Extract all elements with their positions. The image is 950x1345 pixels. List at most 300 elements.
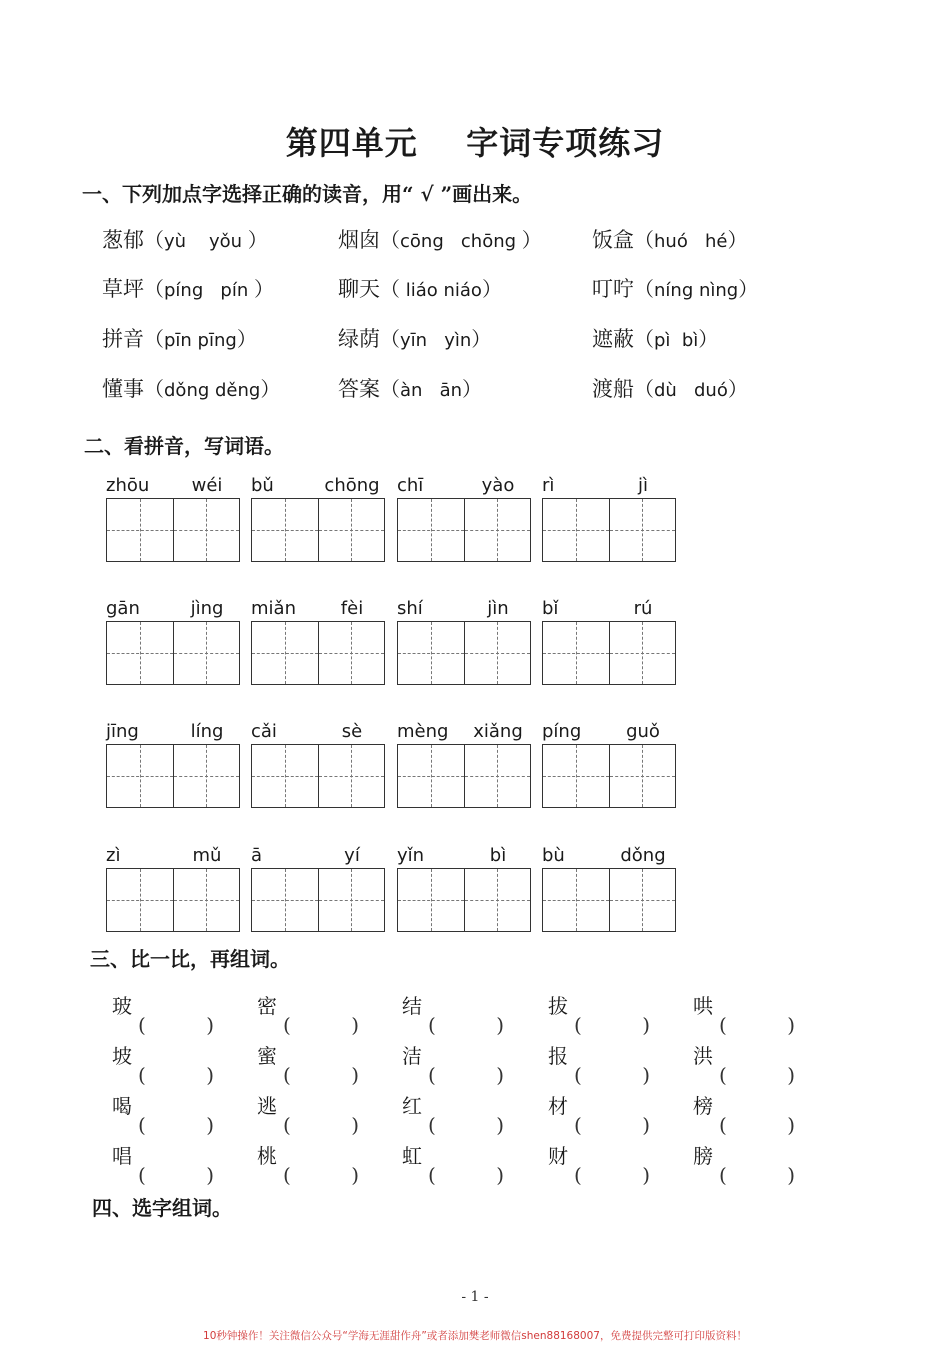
character: 叮 xyxy=(592,277,613,301)
tianzige-cell xyxy=(609,869,676,931)
writing-grid xyxy=(397,498,531,562)
left-paren: （ xyxy=(380,228,400,252)
pinyin-syllable: jīng xyxy=(106,721,139,742)
pinyin-choice-item xyxy=(338,224,542,254)
pinyin-row xyxy=(106,718,240,744)
guide-line-vertical xyxy=(285,869,286,931)
word-formation-item xyxy=(402,1040,504,1087)
pinyin-options: dù duó xyxy=(654,380,728,401)
section-4-title: 四、选字组词。 xyxy=(92,1196,232,1220)
word-formation-item xyxy=(257,1040,359,1087)
guide-line-vertical xyxy=(431,622,432,684)
tianzige-cell xyxy=(398,745,464,807)
pinyin-syllable: chī xyxy=(397,475,424,496)
right-paren: ) xyxy=(642,1163,650,1187)
right-paren: ) xyxy=(642,1013,650,1037)
pinyin-choice-item xyxy=(102,373,280,403)
left-paren: ( xyxy=(138,1163,146,1187)
character: 洪 xyxy=(693,1044,713,1068)
pinyin-syllable: píng xyxy=(542,721,582,742)
tianzige-cell xyxy=(252,869,318,931)
word xyxy=(102,273,144,303)
tianzige-cell xyxy=(543,499,609,561)
pinyin-row xyxy=(542,718,676,744)
left-paren: ( xyxy=(428,1163,436,1187)
guide-line-vertical xyxy=(351,745,352,807)
word-formation-item xyxy=(112,990,214,1037)
character: 遮 xyxy=(592,327,613,351)
word-formation-item xyxy=(548,990,650,1037)
left-paren: ( xyxy=(283,1113,291,1137)
tianzige-cell xyxy=(398,869,464,931)
character: 答 xyxy=(338,377,359,401)
guide-line-vertical xyxy=(285,745,286,807)
pinyin-options: yù yǒu xyxy=(164,231,248,252)
tianzige-cell xyxy=(464,622,531,684)
pinyin-syllable: bǔ xyxy=(251,475,274,496)
pinyin-row xyxy=(251,842,385,868)
pinyin-syllable: shí xyxy=(397,598,423,619)
left-paren: ( xyxy=(574,1163,582,1187)
word-formation-item xyxy=(402,1090,504,1137)
character: 音 xyxy=(123,327,144,351)
guide-line-vertical xyxy=(431,745,432,807)
guide-line-vertical xyxy=(351,622,352,684)
character: 荫 xyxy=(359,327,380,351)
pinyin-syllable: bǐ xyxy=(542,598,559,619)
pinyin-row xyxy=(106,595,240,621)
word xyxy=(338,323,380,353)
pinyin-row xyxy=(106,472,240,498)
right-paren: ) xyxy=(787,1113,795,1137)
character: 拔 xyxy=(548,994,568,1018)
left-paren: （ xyxy=(380,327,400,351)
character: 咛 xyxy=(613,277,634,301)
right-paren: ） xyxy=(471,327,492,351)
left-paren: ( xyxy=(719,1063,727,1087)
footer-note: 10秒钟操作！关注微信公众号“学海无涯甜作舟”或者添加樊老师微信shen88168007，免费提供完整可打印版资料！ xyxy=(203,1330,747,1342)
word-formation-item xyxy=(693,1090,795,1137)
left-paren: ( xyxy=(428,1013,436,1037)
guide-line-vertical xyxy=(206,499,207,561)
character: 蜜 xyxy=(257,1044,277,1068)
pinyin-writing-group xyxy=(106,595,240,685)
word-formation-item xyxy=(693,1140,795,1187)
pinyin-row xyxy=(397,595,531,621)
pinyin-syllable: chōng xyxy=(324,475,380,496)
guide-line-vertical xyxy=(140,745,141,807)
pinyin-row xyxy=(251,472,385,498)
word xyxy=(102,224,144,254)
pinyin-options: dǒng děng xyxy=(164,380,261,401)
writing-grid xyxy=(106,498,240,562)
character: 葱 xyxy=(102,228,123,252)
left-paren: （ xyxy=(144,327,164,351)
pinyin-options: níng nìng xyxy=(654,280,739,301)
pinyin-options: píng pín xyxy=(164,280,254,301)
left-paren: （ xyxy=(380,277,400,301)
pinyin-writing-group xyxy=(397,472,531,562)
tianzige-cell xyxy=(609,622,676,684)
tianzige-cell xyxy=(173,499,240,561)
tianzige-cell xyxy=(173,869,240,931)
pinyin-syllable: fèi xyxy=(340,598,364,619)
word xyxy=(102,323,144,353)
writing-grid xyxy=(251,498,385,562)
left-paren: ( xyxy=(428,1063,436,1087)
left-paren: ( xyxy=(138,1013,146,1037)
character: 玻 xyxy=(112,994,132,1018)
pinyin-options: pì bì xyxy=(654,330,699,351)
tianzige-cell xyxy=(173,745,240,807)
tianzige-cell xyxy=(107,745,173,807)
pinyin-row xyxy=(397,842,531,868)
right-paren: ） xyxy=(698,327,719,351)
pinyin-syllable: rì xyxy=(542,475,555,496)
pinyin-choice-item xyxy=(102,323,257,353)
left-paren: ( xyxy=(574,1113,582,1137)
pinyin-syllable: rú xyxy=(633,598,653,619)
pinyin-syllable: guǒ xyxy=(626,721,660,742)
pinyin-syllable: cǎi xyxy=(251,721,277,742)
word xyxy=(338,224,380,254)
guide-line-vertical xyxy=(351,869,352,931)
word-formation-item xyxy=(257,1090,359,1137)
pinyin-syllable: mèng xyxy=(397,721,449,742)
word xyxy=(338,373,380,403)
word-formation-item xyxy=(693,1040,795,1087)
character: 唱 xyxy=(112,1144,132,1168)
right-paren: ) xyxy=(206,1113,214,1137)
guide-line-vertical xyxy=(642,622,643,684)
writing-grid xyxy=(251,868,385,932)
pinyin-writing-group xyxy=(397,595,531,685)
character: 财 xyxy=(548,1144,568,1168)
right-paren: ） xyxy=(727,377,748,401)
word xyxy=(592,224,634,254)
character: 囱 xyxy=(359,228,380,252)
character: 船 xyxy=(613,377,634,401)
right-paren: ) xyxy=(351,1113,359,1137)
pinyin-syllable: jìn xyxy=(487,598,509,619)
word-formation-item xyxy=(112,1040,214,1087)
writing-grid xyxy=(542,868,676,932)
character: 膀 xyxy=(693,1144,713,1168)
pinyin-syllable: bì xyxy=(489,845,507,866)
character: 懂 xyxy=(102,377,123,401)
tianzige-cell xyxy=(543,869,609,931)
guide-line-vertical xyxy=(642,745,643,807)
word xyxy=(592,373,634,403)
left-paren: ( xyxy=(574,1063,582,1087)
pinyin-syllable: ā xyxy=(251,845,263,866)
pinyin-writing-group xyxy=(397,842,531,932)
tianzige-cell xyxy=(464,745,531,807)
character: 烟 xyxy=(338,228,359,252)
right-paren: ） xyxy=(738,277,759,301)
tianzige-cell xyxy=(464,869,531,931)
pinyin-syllable: yí xyxy=(344,845,360,866)
left-paren: ( xyxy=(283,1163,291,1187)
pinyin-writing-group xyxy=(542,472,676,562)
page-number: - 1 - xyxy=(461,1289,489,1305)
pinyin-writing-group xyxy=(106,472,240,562)
tianzige-cell xyxy=(107,622,173,684)
left-paren: ( xyxy=(719,1163,727,1187)
guide-line-vertical xyxy=(497,745,498,807)
pinyin-syllable: gān xyxy=(106,598,140,619)
character: 喝 xyxy=(112,1094,132,1118)
pinyin-syllable: xiǎng xyxy=(473,721,523,742)
guide-line-vertical xyxy=(497,499,498,561)
pinyin-choice-item xyxy=(592,224,747,254)
writing-grid xyxy=(251,621,385,685)
pinyin-row xyxy=(251,718,385,744)
right-paren: ） xyxy=(462,377,483,401)
left-paren: ( xyxy=(283,1013,291,1037)
writing-grid xyxy=(106,621,240,685)
guide-line-vertical xyxy=(576,622,577,684)
writing-grid xyxy=(106,868,240,932)
tianzige-cell xyxy=(107,869,173,931)
pinyin-syllable: zhōu xyxy=(106,475,150,496)
tianzige-cell xyxy=(464,499,531,561)
word-formation-item xyxy=(548,1140,650,1187)
right-paren: ） xyxy=(236,327,257,351)
pinyin-options: yīn yìn xyxy=(400,330,472,351)
word xyxy=(592,273,634,303)
right-paren: ) xyxy=(351,1163,359,1187)
pinyin-syllable: líng xyxy=(190,721,224,742)
character: 拼 xyxy=(102,327,123,351)
left-paren: （ xyxy=(144,377,164,401)
right-paren: ) xyxy=(787,1063,795,1087)
pinyin-syllable: mǔ xyxy=(192,845,222,866)
left-paren: ( xyxy=(138,1063,146,1087)
writing-grid xyxy=(542,498,676,562)
guide-line-vertical xyxy=(497,622,498,684)
pinyin-row xyxy=(542,472,676,498)
tianzige-cell xyxy=(107,499,173,561)
right-paren: ) xyxy=(496,1013,504,1037)
word-formation-item xyxy=(257,1140,359,1187)
right-paren: ) xyxy=(787,1163,795,1187)
guide-line-vertical xyxy=(140,622,141,684)
right-paren: ) xyxy=(496,1113,504,1137)
guide-line-vertical xyxy=(576,499,577,561)
guide-line-vertical xyxy=(206,622,207,684)
left-paren: ( xyxy=(428,1113,436,1137)
pinyin-options: àn ān xyxy=(400,380,463,401)
guide-line-vertical xyxy=(642,869,643,931)
pinyin-syllable: zì xyxy=(106,845,121,866)
pinyin-writing-group xyxy=(106,842,240,932)
pinyin-syllable: dǒng xyxy=(620,845,666,866)
right-paren: ) xyxy=(642,1113,650,1137)
guide-line-vertical xyxy=(140,869,141,931)
guide-line-vertical xyxy=(576,745,577,807)
pinyin-choice-item xyxy=(592,273,758,303)
left-paren: （ xyxy=(634,228,654,252)
left-paren: （ xyxy=(634,377,654,401)
guide-line-vertical xyxy=(351,499,352,561)
character: 蔽 xyxy=(613,327,634,351)
writing-grid xyxy=(542,621,676,685)
character: 逃 xyxy=(257,1094,277,1118)
tianzige-cell xyxy=(398,622,464,684)
right-paren: ） xyxy=(260,377,281,401)
pinyin-writing-group xyxy=(542,595,676,685)
right-paren: ) xyxy=(351,1013,359,1037)
pinyin-options: liáo niáo xyxy=(400,280,482,301)
pinyin-choice-item xyxy=(338,323,491,353)
tianzige-cell xyxy=(252,745,318,807)
pinyin-writing-group xyxy=(542,842,676,932)
tianzige-cell xyxy=(252,622,318,684)
pinyin-syllable: yào xyxy=(481,475,515,496)
pinyin-row xyxy=(397,718,531,744)
pinyin-writing-group xyxy=(251,595,385,685)
pinyin-syllable: bù xyxy=(542,845,565,866)
pinyin-writing-group xyxy=(397,718,531,808)
character: 案 xyxy=(359,377,380,401)
character: 虹 xyxy=(402,1144,422,1168)
pinyin-choice-item xyxy=(102,273,274,303)
word-formation-item xyxy=(402,990,504,1037)
tianzige-cell xyxy=(318,869,385,931)
right-paren: ) xyxy=(496,1063,504,1087)
guide-line-vertical xyxy=(642,499,643,561)
character: 天 xyxy=(359,277,380,301)
pinyin-row xyxy=(542,842,676,868)
pinyin-syllable: yǐn xyxy=(397,845,425,866)
guide-line-vertical xyxy=(431,869,432,931)
right-paren: ) xyxy=(496,1163,504,1187)
writing-grid xyxy=(397,621,531,685)
character: 盒 xyxy=(613,228,634,252)
left-paren: ( xyxy=(138,1113,146,1137)
left-paren: （ xyxy=(380,377,400,401)
guide-line-vertical xyxy=(140,499,141,561)
character: 郁 xyxy=(123,228,144,252)
guide-line-vertical xyxy=(206,745,207,807)
pinyin-syllable: sè xyxy=(341,721,363,742)
character: 草 xyxy=(102,277,123,301)
character: 坪 xyxy=(123,277,144,301)
section-2-title: 二、看拼音，写词语。 xyxy=(84,434,284,458)
tianzige-cell xyxy=(173,622,240,684)
character: 事 xyxy=(123,377,144,401)
right-paren: ) xyxy=(642,1063,650,1087)
character: 渡 xyxy=(592,377,613,401)
pinyin-choice-item xyxy=(338,273,502,303)
writing-grid xyxy=(542,744,676,808)
pinyin-writing-group xyxy=(542,718,676,808)
right-paren: ) xyxy=(787,1013,795,1037)
tianzige-cell xyxy=(398,499,464,561)
character: 坡 xyxy=(112,1044,132,1068)
page-title: 第四单元 字词专项练习 xyxy=(285,124,665,162)
pinyin-writing-group xyxy=(251,472,385,562)
word-formation-item xyxy=(693,990,795,1037)
pinyin-row xyxy=(542,595,676,621)
pinyin-choice-item xyxy=(592,373,748,403)
writing-grid xyxy=(397,744,531,808)
left-paren: ( xyxy=(719,1013,727,1037)
word xyxy=(338,273,380,303)
pinyin-choice-item xyxy=(592,323,718,353)
pinyin-options: cōng chōng xyxy=(400,231,522,252)
guide-line-vertical xyxy=(576,869,577,931)
right-paren: ） xyxy=(247,228,268,252)
pinyin-writing-group xyxy=(251,842,385,932)
right-paren: ） xyxy=(253,277,274,301)
character: 密 xyxy=(257,994,277,1018)
tianzige-cell xyxy=(609,499,676,561)
guide-line-vertical xyxy=(206,869,207,931)
pinyin-writing-group xyxy=(106,718,240,808)
word xyxy=(102,373,144,403)
character: 材 xyxy=(548,1094,568,1118)
right-paren: ） xyxy=(521,228,542,252)
word-formation-item xyxy=(112,1140,214,1187)
tianzige-cell xyxy=(252,499,318,561)
pinyin-row xyxy=(106,842,240,868)
guide-line-vertical xyxy=(497,869,498,931)
character: 哄 xyxy=(693,994,713,1018)
left-paren: ( xyxy=(719,1113,727,1137)
pinyin-syllable: miǎn xyxy=(251,598,296,619)
right-paren: ) xyxy=(206,1013,214,1037)
writing-grid xyxy=(397,868,531,932)
character: 绿 xyxy=(338,327,359,351)
character: 桃 xyxy=(257,1144,277,1168)
tianzige-cell xyxy=(318,745,385,807)
tianzige-cell xyxy=(318,499,385,561)
right-paren: ） xyxy=(727,228,748,252)
word-formation-item xyxy=(548,1040,650,1087)
right-paren: ) xyxy=(206,1163,214,1187)
pinyin-row xyxy=(397,472,531,498)
pinyin-row xyxy=(251,595,385,621)
word-formation-item xyxy=(112,1090,214,1137)
right-paren: ） xyxy=(481,277,502,301)
pinyin-options: huó hé xyxy=(654,231,728,252)
pinyin-syllable: jì xyxy=(637,475,648,496)
left-paren: ( xyxy=(574,1013,582,1037)
tianzige-cell xyxy=(543,745,609,807)
left-paren: （ xyxy=(144,228,164,252)
right-paren: ) xyxy=(206,1063,214,1087)
section-1-title: 一、下列加点字选择正确的读音，用“ √ ”画出来。 xyxy=(82,182,533,206)
guide-line-vertical xyxy=(431,499,432,561)
pinyin-choice-item xyxy=(338,373,482,403)
right-paren: ) xyxy=(351,1063,359,1087)
pinyin-writing-group xyxy=(251,718,385,808)
character: 报 xyxy=(548,1044,568,1068)
pinyin-choice-item xyxy=(102,224,268,254)
left-paren: （ xyxy=(634,277,654,301)
character: 饭 xyxy=(592,228,613,252)
section-3-title: 三、比一比，再组词。 xyxy=(90,947,290,971)
guide-line-vertical xyxy=(285,622,286,684)
word-formation-item xyxy=(548,1090,650,1137)
word xyxy=(592,323,634,353)
left-paren: （ xyxy=(634,327,654,351)
character: 洁 xyxy=(402,1044,422,1068)
tianzige-cell xyxy=(318,622,385,684)
word-formation-item xyxy=(402,1140,504,1187)
